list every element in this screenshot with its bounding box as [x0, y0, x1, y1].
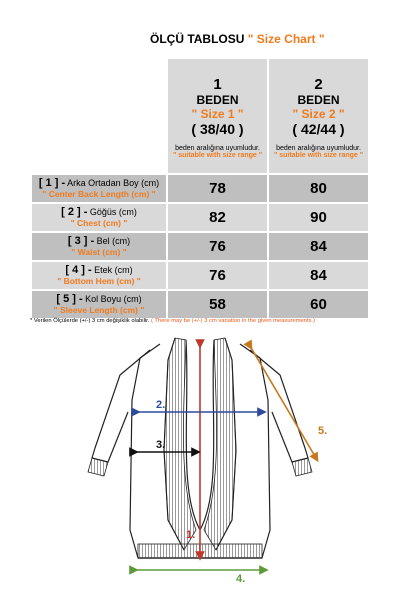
row-label [31, 290, 167, 319]
row-index: [ 1 ] - [38, 176, 66, 189]
size-1-label: " Size 1 " [191, 106, 244, 121]
row-label-en: " Sleeve Length (cm) " [53, 304, 145, 315]
table-row-sleeve-length [31, 290, 369, 319]
title-tr: ÖLÇÜ TABLOSU [150, 32, 245, 46]
size-2-value: 84 [268, 232, 369, 261]
size-1-note-en: " suitable with size range " [172, 151, 263, 159]
size-2-value: 60 [268, 290, 369, 319]
size-2-value: 80 [268, 174, 369, 203]
table-row-chest [31, 203, 369, 232]
table-row-waist [31, 232, 369, 261]
size-2-value: 90 [268, 203, 369, 232]
size-2-beden: BEDEN [297, 92, 340, 107]
size-1-beden: BEDEN [196, 92, 239, 107]
size-1-header [167, 58, 268, 174]
row-label [31, 232, 167, 261]
size-2-label: " Size 2 " [292, 106, 345, 121]
measure-4-bottom-hem [134, 570, 264, 585]
measure-5-sleeve-length [250, 346, 327, 458]
size-1-note-tr: beden aralığına uyumludur. [175, 144, 260, 152]
footnote-tr: * Verilen Ölçülerde (+/-) 3 cm değişiklik olabilir. [30, 318, 150, 324]
row-index: [ 2 ] - [61, 205, 88, 218]
measure-label-4: 4. [236, 573, 246, 585]
size-1-value: 78 [167, 174, 268, 203]
row-label-en: " Bottom Hem (cm) " [57, 275, 141, 286]
size-2-number: 2 [314, 75, 323, 93]
row-index: [ 3 ] - [67, 234, 95, 247]
row-label-en: " Center Back Length (cm) " [42, 188, 156, 199]
size-1-value: 76 [167, 261, 268, 290]
row-label-tr: Arka Ortadan Boy (cm) [67, 177, 160, 188]
row-label-tr: Bel (cm) [96, 235, 131, 246]
size-header-row [31, 58, 369, 174]
size-table [30, 57, 370, 320]
chart-title [150, 32, 380, 46]
row-label-en: " Chest (cm) " [70, 217, 128, 228]
row-label-tr: Kol Boyu (cm) [85, 293, 142, 304]
size-2-header [268, 58, 369, 174]
size-1-value: 82 [167, 203, 268, 232]
size-2-range: ( 42/44 ) [292, 120, 345, 137]
footnote-en: ( There may be (+/-) 3 cm variation in the given measurements.) [151, 318, 316, 324]
size-2-note-tr: beden aralığına uyumludur. [276, 144, 361, 152]
row-label [31, 203, 167, 232]
table-row-center-back-length [31, 174, 369, 203]
row-label-en: " Waist (cm) " [71, 246, 127, 257]
size-1-number: 1 [213, 75, 222, 93]
measure-label-2: 2. [156, 399, 166, 411]
measure-label-1: 1. [186, 529, 196, 541]
row-index: [ 5 ] - [56, 292, 83, 305]
table-row-bottom-hem [31, 261, 369, 290]
row-label [31, 174, 167, 203]
row-label-tr: Göğüs (cm) [89, 206, 137, 217]
cardigan-measurement-diagram [0, 330, 400, 600]
size-2-note-en: " suitable with size range " [273, 151, 364, 159]
size-1-value: 76 [167, 232, 268, 261]
row-index: [ 4 ] - [65, 263, 92, 276]
size-1-value: 58 [167, 290, 268, 319]
row-label [31, 261, 167, 290]
measure-label-3: 3. [156, 439, 166, 451]
size-1-range: ( 38/40 ) [191, 120, 244, 137]
title-en: " Size Chart " [247, 32, 325, 46]
size-2-value: 84 [268, 261, 369, 290]
row-label-tr: Etek (cm) [94, 264, 133, 275]
header-blank-cell [31, 58, 167, 174]
variation-footnote [30, 318, 380, 324]
measure-label-5: 5. [318, 425, 328, 437]
measure-2-chest [136, 399, 262, 412]
